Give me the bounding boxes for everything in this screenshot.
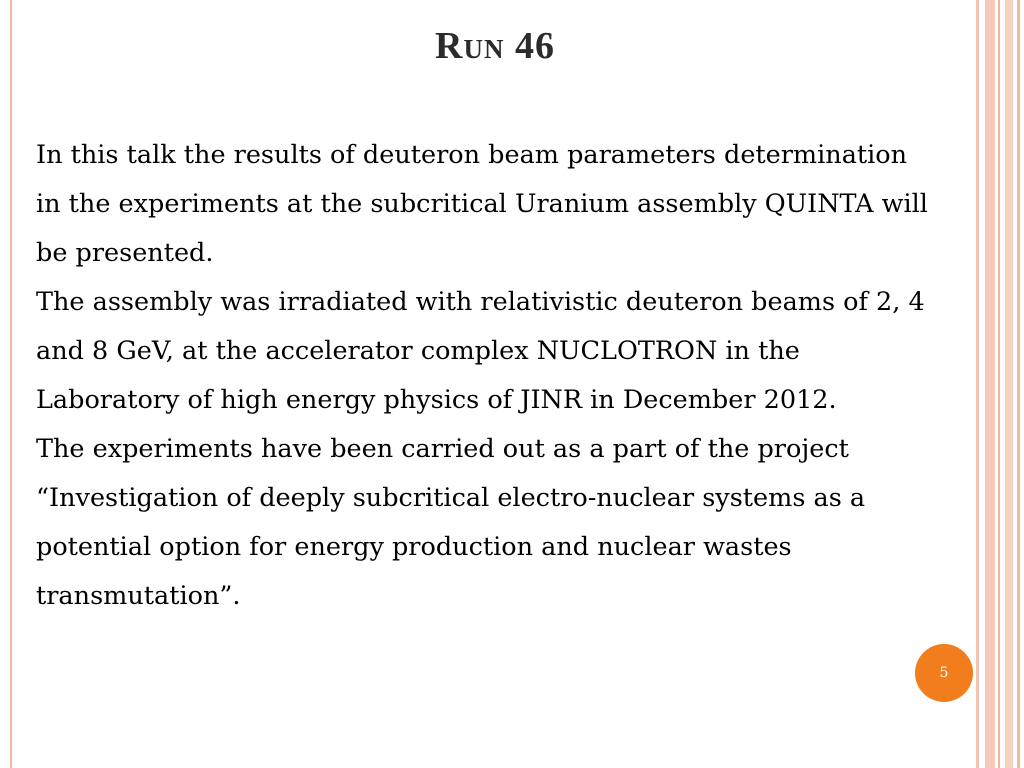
deco-bar: [1005, 0, 1013, 768]
body-paragraph: The assembly was irradiated with relativistic deuteron beams of 2, 4 and 8 GeV, at the accelerator complex NUCLOTRON in the Laboratory of high energy physics of JINR in December 2012.: [36, 287, 925, 415]
page-number: 5: [939, 665, 949, 681]
deco-bar: [1017, 0, 1020, 768]
body-paragraph: In this talk the results of deuteron beam parameters determination in the experiments at the subcritical Uranium assembly QUINTA will be presented.: [36, 140, 928, 268]
left-border-decoration: [10, 0, 12, 768]
deco-bar: [976, 0, 979, 768]
right-border-decoration: [976, 0, 1024, 768]
body-paragraph: The experiments have been carried out as a part of the project “Investigation of deeply subcritical electro-nuclear systems as a potential option for energy production and nuclear wastes transmutation”.: [36, 434, 866, 611]
slide-body: [36, 131, 936, 621]
deco-bar: [998, 0, 1000, 768]
deco-bar: [985, 0, 995, 768]
slide-title: Run 46: [435, 25, 555, 67]
page-number-badge: [915, 644, 973, 702]
